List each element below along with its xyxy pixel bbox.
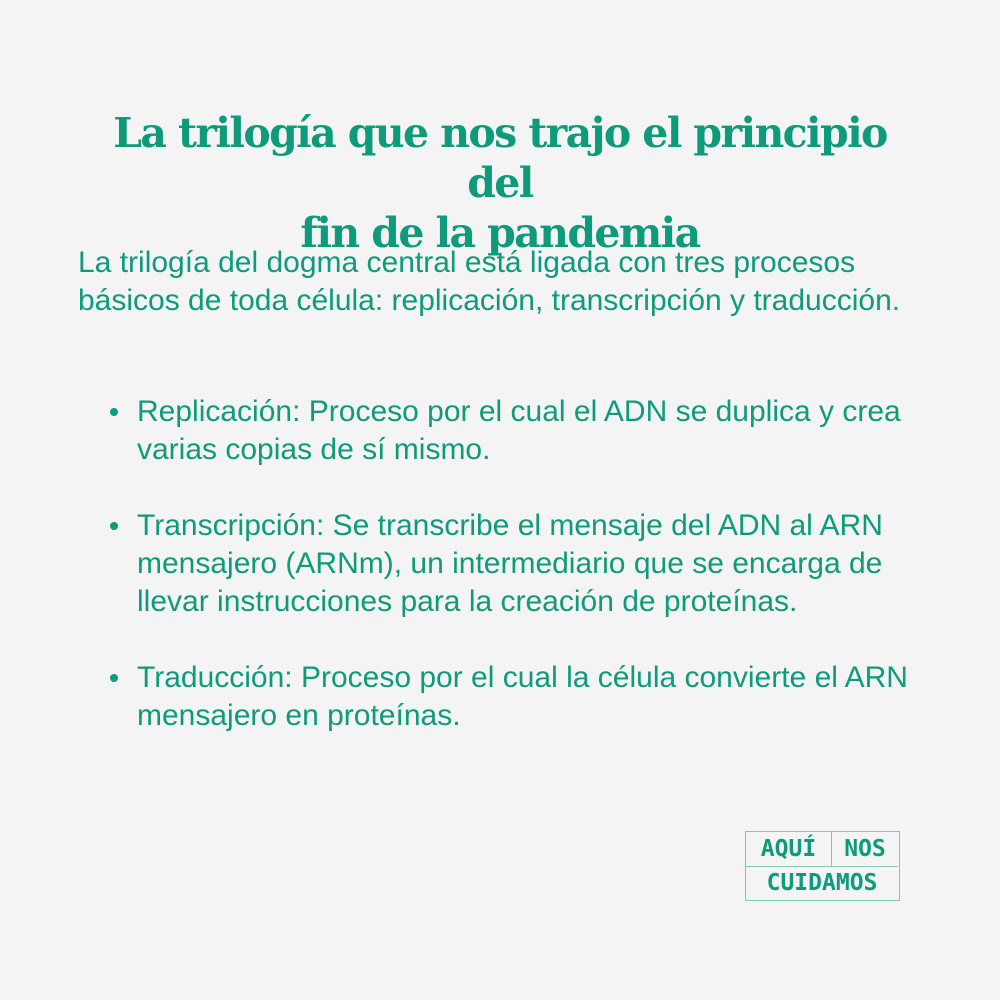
title-line-1: La trilogía que nos trajo el principio del [113,109,887,207]
intro-paragraph: La trilogía del dogma central está ligada con tres procesos básicos de toda célula: replicación, transcripción y traducción. [78,246,901,317]
bullet-text: Transcripción: Se transcribe el mensaje del ADN al ARN mensajero (ARNm), un intermediario que se encarga de llevar instrucciones para la creación de proteínas. [137,509,883,618]
title-line-2: fin de la pandemia [300,209,700,257]
logo-word-nos: NOS [832,832,898,867]
bullet-dot-icon [110,674,118,682]
bullet-text: Replicación: Proceso por el cual el ADN se duplica y crea varias copias de sí mismo. [137,395,901,466]
logo-word-aqui: AQUÍ [746,832,832,867]
bullet-item-replicacion [108,393,928,469]
bullet-item-traduccion [108,659,928,735]
brand-logo [745,831,900,901]
bullet-dot-icon [110,408,118,416]
bullet-text: Traducción: Proceso por el cual la célula convierte el ARN mensajero en proteínas. [137,661,908,732]
bullet-dot-icon [110,522,118,530]
logo-word-cuidamos: CUIDAMOS [766,870,878,896]
page-title [80,108,920,258]
bullet-list [108,393,928,735]
bullet-item-transcripcion [108,507,928,621]
